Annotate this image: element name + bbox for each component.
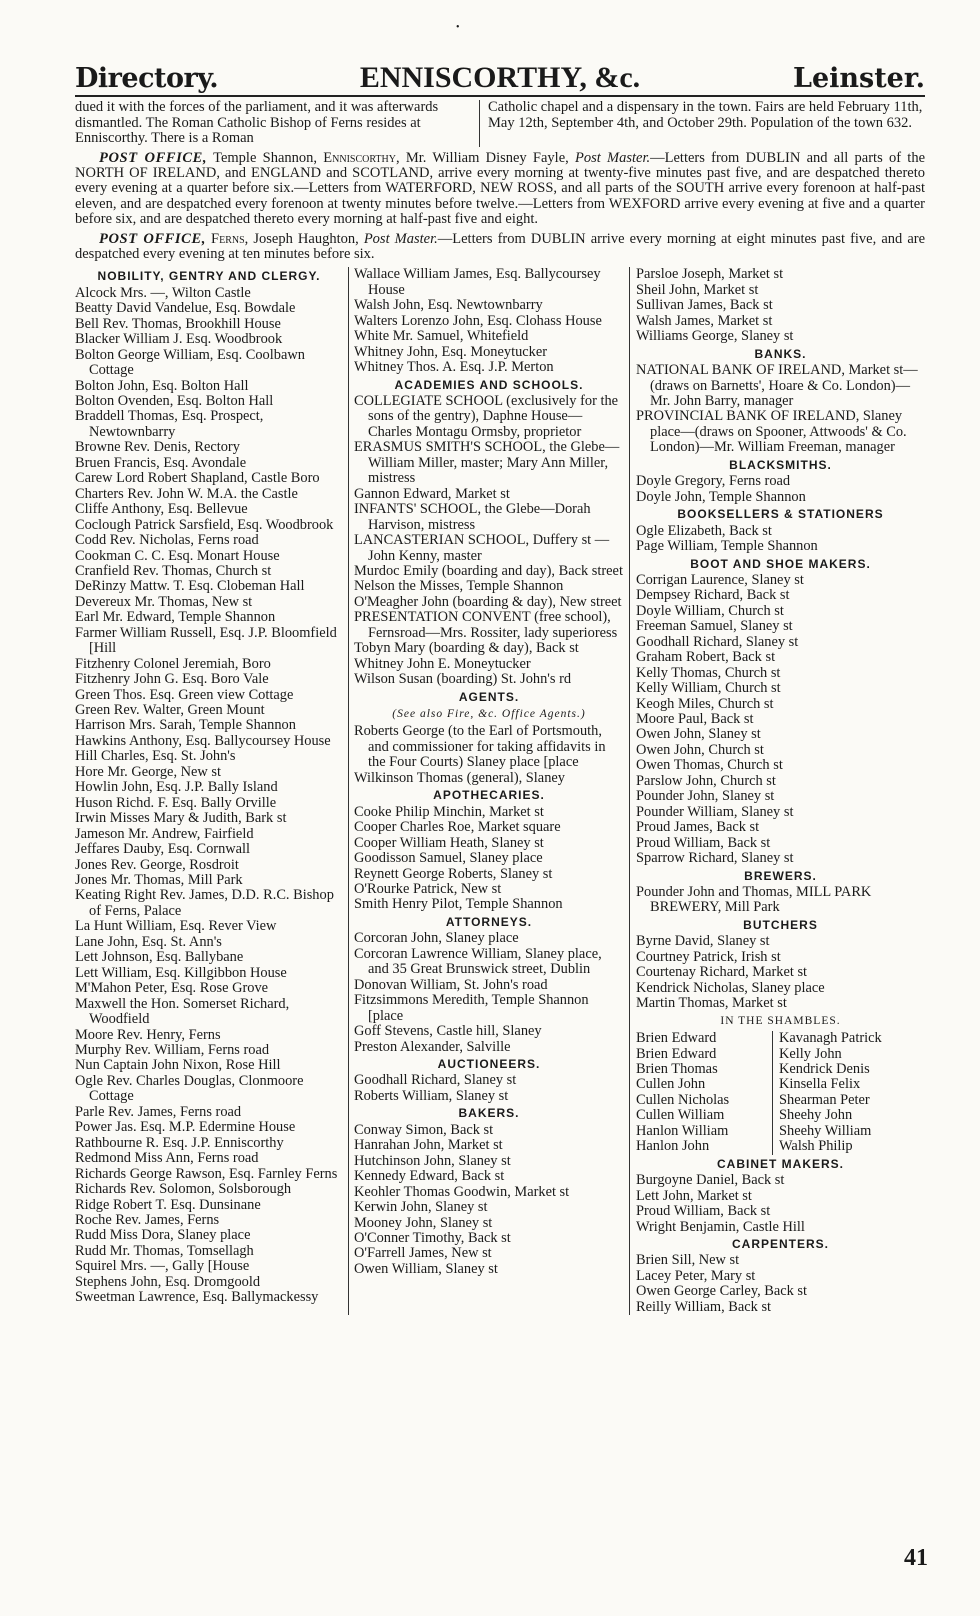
directory-entry: Cooper William Heath, Slaney st [354,834,544,851]
directory-entry: Cookman C. C. Esq. Monart House [75,547,280,564]
directory-entry: Charters Rev. John W. M.A. the Castle [75,485,298,502]
header-center: ENNISCORTHY, &c. [359,61,641,94]
section-heading: BOOT AND SHOE MAKERS. [690,556,871,571]
directory-entry: M'Mahon Peter, Esq. Rose Grove [75,980,269,997]
directory-entry: Roberts William, Slaney st [354,1087,509,1104]
directory-entry: Jameson Mr. Andrew, Fairfield [75,825,254,842]
directory-entry: Goodisson Samuel, Slaney place [354,850,543,867]
page-number: 41 [904,1545,928,1571]
directory-entry: Courtney Patrick, Irish st [636,948,781,965]
directory-entry: Keating Right Rev. James, D.D. R.C. Bishop of Ferns, Palace [75,887,334,919]
post-office-ferns [75,232,925,263]
directory-entry: Walters Lorenzo John, Esq. Clohass House [354,312,602,329]
directory-entry: Carew Lord Robert Shapland, Castle Boro [75,470,320,487]
directory-entry: Bruen Francis, Esq. Avondale [75,454,247,471]
directory-entry: Richards Rev. Solomon, Solsborough [75,1181,292,1198]
directory-entry: Owen John, Slaney st [636,726,761,743]
directory-entry: Braddell Thomas, Esq. Prospect, Newtownbarry [75,408,264,440]
directory-entry: La Hunt William, Esq. Rever View [75,918,277,935]
directory-entry: Bolton John, Esq. Bolton Hall [75,377,249,394]
shambles-entry: Cullen John [636,1076,706,1093]
directory-entry: Smith Henry Pilot, Temple Shannon [354,896,563,913]
directory-entry: Bell Rev. Thomas, Brookhill House [75,315,281,332]
directory-entry: Owen William, Slaney st [354,1260,498,1277]
shambles-entry: Shearman Peter [779,1091,870,1108]
shambles-entry: Hanlon William [636,1122,729,1139]
directory-entry: Whitney Thos. A. Esq. J.P. Merton [354,359,554,376]
directory-entry: Moore Rev. Henry, Ferns [75,1026,221,1043]
directory-entry: White Mr. Samuel, Whitefield [354,328,529,345]
shambles-entry: Brien Edward [636,1030,717,1047]
shambles-entry: Kinsella Felix [779,1076,861,1093]
directory-entry: Ogle Rev. Charles Douglas, Clonmoore Cottage [75,1072,304,1105]
directory-entry: Wilson Susan (boarding) St. John's rd [354,671,572,688]
intro-continuation [75,100,925,147]
directory-entry: Conway Simon, Back st [354,1121,494,1138]
shambles-entry: Brien Thomas [636,1061,718,1077]
shambles-right [773,1031,925,1155]
directory-entry: Cliffe Anthony, Esq. Bellevue [75,501,248,518]
directory-entry: DeRinzy Mattw. T. Esq. Clobeman Hall [75,578,305,595]
directory-entry: Donovan William, St. John's road [354,976,548,993]
directory-entry: Murphy Rev. William, Ferns road [75,1042,270,1058]
directory-entry: Graham Robert, Back st [636,649,776,666]
shambles-entry: Kendrick Denis [779,1061,870,1077]
directory-entry: Wilkinson Thomas (general), Slaney [354,769,565,786]
section-heading: NOBILITY, GENTRY AND CLERGY. [97,269,321,284]
directory-entry: Wright Benjamin, Castle Hill [636,1218,805,1235]
section-heading: BOOKSELLERS & STATIONERS [677,507,884,522]
directory-entry: Nelson the Misses, Temple Shannon [354,578,564,595]
directory-entry: Courtenay Richard, Market st [636,964,808,981]
directory-entry: Hill Charles, Esq. St. John's [75,748,236,765]
directory-entry: Rathbourne R. Esq. J.P. Enniscorthy [75,1134,284,1151]
po-place: Enniscorthy, [323,149,400,166]
directory-entry: Owen John, Church st [636,741,764,758]
po-label: POST OFFICE, [99,230,206,247]
directory-entry: Keogh Miles, Church st [636,695,774,712]
directory-entry: Byrne David, Slaney st [636,933,770,950]
po-role: Post Master. [363,230,438,247]
directory-entry: Martin Thomas, Market st [636,995,787,1012]
directory-entry: Farmer William Russell, Esq. J.P. Bloomfield [Hill [75,624,337,657]
directory-entry: Roche Rev. James, Ferns [75,1211,220,1228]
section-heading: BANKS. [754,346,807,361]
shambles-entry: Hanlon John [636,1138,710,1155]
directory-entry: Freeman Samuel, Slaney st [636,618,793,635]
directory-entry: Murdoc Emily (boarding and day), Back street [354,562,623,579]
directory-entry: Irwin Misses Mary & Judith, Bark st [75,810,287,827]
directory-entry: Cranfield Rev. Thomas, Church st [75,562,272,579]
directory-entry: Browne Rev. Denis, Rectory [75,439,240,456]
directory-entry: Maxwell the Hon. Somerset Richard, Woodfield [75,995,290,1028]
directory-entry: Goff Stevens, Castle hill, Slaney [354,1023,542,1040]
directory-entry: Sheil John, Market st [636,281,759,298]
directory-entry: Richards George Rawson, Esq. Farnley Ferns [75,1165,338,1182]
directory-entry: Rudd Mr. Thomas, Tomsellagh [75,1242,254,1259]
directory-entry: Cooke Philip Minchin, Market st [354,803,544,820]
shambles-entry: Kavanagh Patrick [779,1030,882,1047]
directory-entry: O'Rourke Patrick, New st [354,881,502,898]
shambles-entry: Sheehy John [779,1107,853,1124]
po-place: Ferns, [211,230,249,247]
running-header [75,55,925,93]
directory-entry: Keohler Thomas Goodwin, Market st [354,1183,570,1200]
directory-entry: Page William, Temple Shannon [636,538,818,555]
po-text: —Letters from DUBLIN arrive every morning at eight minutes past five, and are despatched every evening at ten minutes before six. [75,230,926,262]
directory-entry: Reilly William, Back st [636,1298,772,1315]
section-heading: CABINET MAKERS. [716,1156,844,1171]
directory-entry: Owen Thomas, Church st [636,757,783,774]
section-heading: BUTCHERS [743,917,818,932]
column-3-top [636,267,925,1011]
directory-entry: Ridge Robert T. Esq. Dunsinane [75,1196,261,1213]
directory-entry: Coclough Patrick Sarsfield, Esq. Woodbrook [75,516,334,533]
directory-entry: Roberts George (to the Earl of Portsmouth, and commissioner for taking affidavits in the Four Courts) Slaney place [place [354,723,606,771]
column-3-bottom [636,1157,925,1316]
directory-entry: Walsh James, Market st [636,312,773,329]
directory-entry: Power Jas. Esq. M.P. Edermine House [75,1119,296,1136]
column-3 [630,267,925,1315]
po-head: Temple Shannon, [213,149,318,166]
directory-entry: Howlin John, Esq. J.P. Bally Island [75,779,278,796]
directory-entry: Kerwin John, Slaney st [354,1199,488,1216]
directory-entry: Kendrick Nicholas, Slaney place [636,979,825,996]
po-role: Post Master. [575,149,651,166]
po-who: Mr. William Disney Fayle, [405,149,569,166]
directory-entry: Hanrahan John, Market st [354,1137,503,1154]
shambles-entry: Cullen Nicholas [636,1091,730,1108]
directory-entry: O'Meagher John (boarding & day), New street [354,593,622,610]
directory-entry: Tobyn Mary (boarding & day), Back st [354,640,579,657]
directory-entry: Preston Alexander, Salville [354,1038,511,1055]
directory-entry: Pounder William, Slaney st [636,803,794,820]
directory-entry: Redmond Miss Ann, Ferns road [75,1150,259,1167]
directory-entry: Dempsey Richard, Back st [636,587,790,604]
directory-entry: Lane John, Esq. St. Ann's [75,933,222,950]
directory-entry: Corcoran Lawrence William, Slaney place, and 35 Great Brunswick street, Dublin [354,945,602,978]
directory-entry: INFANTS' SCHOOL, the Glebe—Dorah Harvison, mistress [354,501,591,533]
shambles-list [636,1031,925,1155]
directory-entry: Wallace William James, Esq. Ballycoursey House [354,266,601,298]
directory-entry: Sparrow Richard, Slaney st [636,850,794,867]
section-heading: AGENTS. [458,689,520,704]
header-rule [75,95,925,97]
section-heading: BREWERS. [744,868,817,883]
header-left: Directory. [75,63,219,94]
directory-entry: Doyle Gregory, Ferns road [636,473,791,490]
directory-entry: Owen George Carley, Back st [636,1283,808,1300]
section-heading: BAKERS. [458,1106,520,1121]
post-office-enniscorthy [75,151,925,228]
directory-entry: Green Thos. Esq. Green view Cottage [75,686,294,703]
directory-entry: Proud William, Back st [636,834,771,851]
directory-entry: Green Rev. Walter, Green Mount [75,702,265,719]
directory-entry: Kennedy Edward, Back st [354,1168,505,1185]
po-text: —Letters from DUBLIN and all parts of the NORTH OF IRELAND, and ENGLAND and SCOTLAND, arrive every morning at twenty-five minutes past five, and are despatched thereto every evening at a quarter before six.—Letters from WATERFORD, NEW ROSS, and all parts of the SOUTH arrive every forenoon at half-past eleven, and are despatched every forenoon at twenty minutes before twelve.—Letters from WEXFORD arrive every evening at five and a quarter before six, and are despatched thereto every morning at half-past five and eight. [75,149,926,228]
section-note: (See also Fire, &c. Office Agents.) [392,708,586,721]
directory-entry: Kelly William, Church st [636,680,781,697]
header-right: Leinster. [792,63,925,94]
directory-entry: Mooney John, Slaney st [354,1214,493,1231]
directory-entry: Blacker William J. Esq. Woodbrook [75,331,283,348]
directory-entry: Devereux Mr. Thomas, New st [75,593,253,610]
directory-entry: Moore Paul, Back st [636,711,754,728]
section-heading: ATTORNEYS. [445,914,533,929]
section-heading: BLACKSMITHS. [729,457,832,472]
directory-entry: Walsh John, Esq. Newtownbarry [354,297,543,314]
directory-entry: Whitney John, Esq. Moneytucker [354,343,548,360]
directory-entry: Alcock Mrs. —, Wilton Castle [75,284,251,301]
directory-entry: Codd Rev. Nicholas, Ferns road [75,532,259,549]
directory-entry: Huson Richd. F. Esq. Bally Orville [75,794,277,811]
directory-entry: Earl Mr. Edward, Temple Shannon [75,609,276,626]
directory-entry: Kelly Thomas, Church st [636,664,781,681]
directory-entry: Fitzhenry John G. Esq. Boro Vale [75,671,269,688]
directory-entry: Sullivan James, Back st [636,297,773,314]
directory-entry: Goodhall Richard, Slaney st [354,1072,517,1089]
directory-entry: Lett John, Market st [636,1187,752,1204]
directory-columns [75,267,925,1315]
directory-entry: Whitney John E. Moneytucker [354,655,531,672]
directory-entry: Lett William, Esq. Killgibbon House [75,964,287,981]
directory-entry: Reynett George Roberts, Slaney st [354,865,553,882]
directory-entry: Squirel Mrs. —, Gally [House [75,1258,250,1275]
print-speck: • [456,22,460,33]
directory-entry: Jones Rev. George, Rosdroit [75,856,239,873]
directory-entry: Pounder John, Slaney st [636,788,775,805]
directory-entry: Bolton Ovenden, Esq. Bolton Hall [75,392,274,409]
shambles-entry: Brien Edward [636,1045,717,1062]
directory-entry: O'Conner Timothy, Back st [354,1229,511,1246]
directory-entry: Ogle Elizabeth, Back st [636,522,772,539]
directory-entry: Rudd Miss Dora, Slaney place [75,1227,251,1244]
directory-entry: PROVINCIAL BANK OF IRELAND, Slaney place—(draws on Spooner, Attwoods' & Co. London)—Mr. William Freeman, manager [636,408,907,456]
shambles-heading: IN THE SHAMBLES. [720,1014,841,1027]
directory-entry: Fitzsimmons Meredith, Temple Shannon [place [354,992,589,1024]
directory-entry: O'Farrell James, New st [354,1245,492,1262]
directory-entry: Proud William, Back st [636,1203,771,1220]
directory-entry: Hutchinson John, Slaney st [354,1152,511,1169]
directory-entry: Stephens John, Esq. Dromgoold [75,1273,261,1290]
directory-entry: Cooper Charles Roe, Market square [354,819,561,836]
directory-entry: Williams George, Slaney st [636,328,794,345]
directory-entry: COLLEGIATE SCHOOL (exclusively for the sons of the gentry), Daphne House—Charles Montagu Ormsby, proprietor [354,392,619,440]
section-heading: APOTHECARIES. [433,788,545,803]
shambles-entry: Walsh Philip [779,1138,853,1155]
directory-entry: Beatty David Vandelue, Esq. Bowdale [75,300,296,317]
directory-page [75,55,925,1315]
directory-entry: NATIONAL BANK OF IRELAND, Market st—(draws on Barnetts', Hoare & Co. London)—Mr. John Barry, manager [636,362,918,409]
intro-left: dued it with the forces of the parliament, and it was afterwards dismantled. The Roman Catholic Bishop of Ferns resides at Enniscorthy. There is a Roman [75,100,480,147]
shambles-entry: Kelly John [779,1045,842,1062]
column-2 [349,267,630,1315]
directory-entry: Doyle John, Temple Shannon [636,488,806,505]
directory-entry: Harrison Mrs. Sarah, Temple Shannon [75,717,296,734]
directory-entry: Parslow John, Church st [636,772,776,789]
directory-entry: Fitzhenry Colonel Jeremiah, Boro [75,655,271,672]
column-1 [75,267,349,1315]
section-heading: CARPENTERS. [731,1236,829,1251]
directory-entry: Brien Sill, New st [636,1252,740,1269]
section-heading: ACADEMIES AND SCHOOLS. [394,377,584,392]
directory-entry: Sweetman Lawrence, Esq. Ballymackessy [75,1289,319,1306]
directory-entry: Corrigan Laurence, Slaney st [636,571,804,588]
directory-entry: ERASMUS SMITH'S SCHOOL, the Glebe—William Miller, master; Mary Ann Miller, mistress [354,439,620,487]
section-heading: AUCTIONEERS. [437,1057,541,1071]
directory-entry: Lacey Peter, Mary st [636,1267,756,1284]
directory-entry: Corcoran John, Slaney place [354,930,519,947]
directory-entry: Doyle William, Church st [636,602,784,619]
directory-entry: Jeffares Dauby, Esq. Cornwall [75,841,251,858]
directory-entry: Nun Captain John Nixon, Rose Hill [75,1057,281,1074]
po-label: POST OFFICE, [99,149,208,166]
directory-entry: LANCASTERIAN SCHOOL, Duffery st —John Kenny, master [354,532,610,564]
directory-entry: Parle Rev. James, Ferns road [75,1103,242,1120]
po-who: Joseph Haughton, [253,230,359,247]
directory-entry: Hawkins Anthony, Esq. Ballycoursey House [75,732,331,749]
shambles-entry: Sheehy William [779,1122,872,1139]
intro-right: Catholic chapel and a dispensary in the town. Fairs are held February 11th, May 12th, September 4th, and October 29th. Population of the town 632. [488,99,923,131]
directory-entry: Bolton George William, Esq. Coolbawn Cottage [75,346,305,379]
directory-entry: Lett Johnson, Esq. Ballybane [75,949,244,966]
directory-entry: Goodhall Richard, Slaney st [636,633,799,650]
directory-entry: Gannon Edward, Market st [354,485,510,502]
directory-entry: Burgoyne Daniel, Back st [636,1172,785,1189]
directory-entry: Jones Mr. Thomas, Mill Park [75,872,243,889]
directory-entry: Pounder John and Thomas, MILL PARK BREWERY, Mill Park [636,884,872,916]
directory-entry: PRESENTATION CONVENT (free school), Fernsroad—Mrs. Rossiter, lady superioress [354,609,618,641]
directory-entry: Proud James, Back st [636,819,760,836]
directory-entry: Hore Mr. George, New st [75,763,222,780]
shambles-left [636,1031,773,1155]
directory-entry: Parsloe Joseph, Market st [636,266,784,283]
shambles-entry: Cullen William [636,1107,725,1124]
